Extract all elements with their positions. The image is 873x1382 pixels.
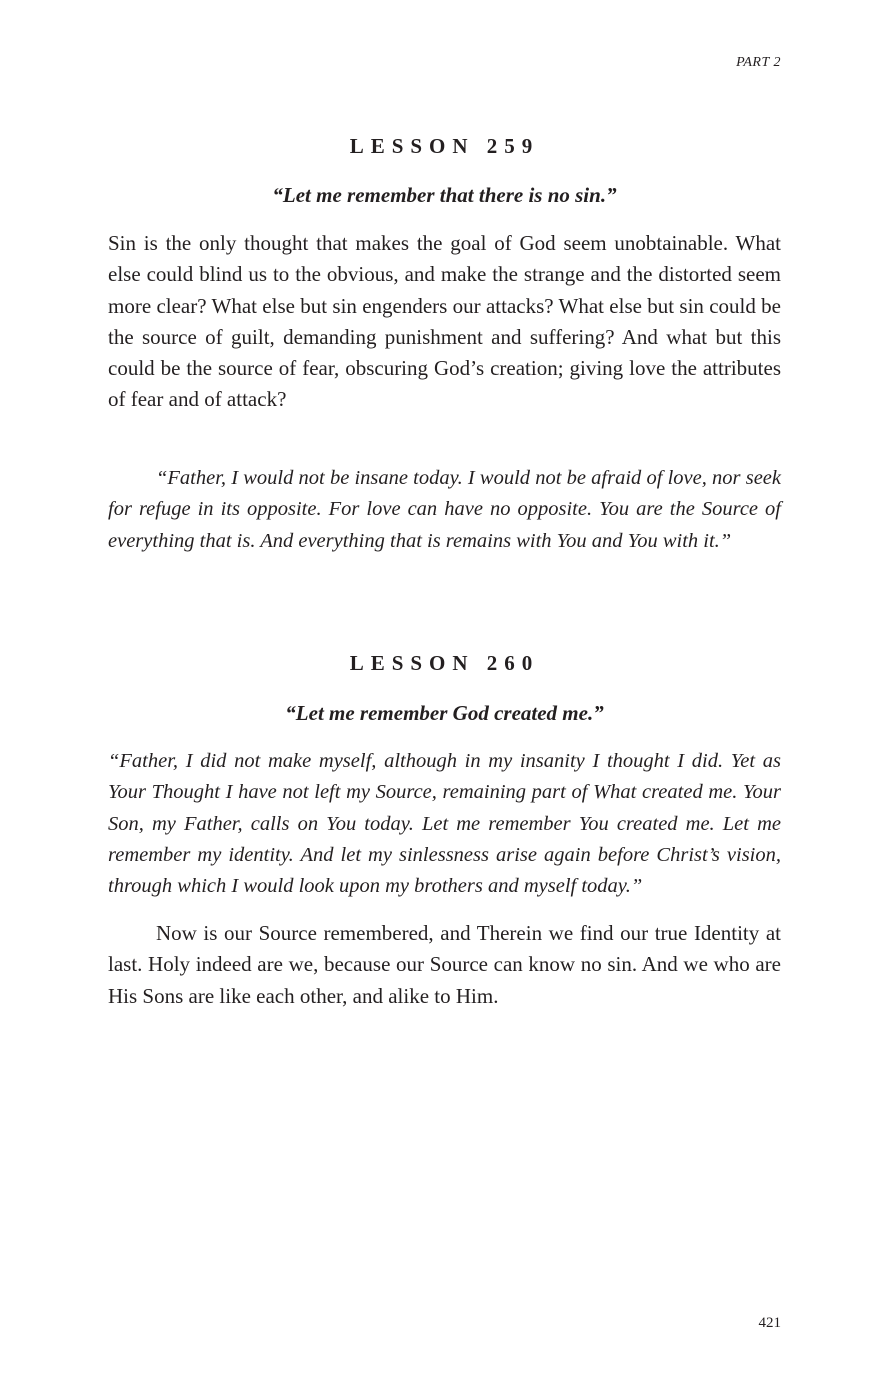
lesson-260-paragraph: Now is our Source remembered, and Therein we find our true Identity at last. Holy indeed are we, because our Source can know no sin. And we who are His Sons are like each other, and alike to Him. (108, 921, 781, 1008)
lesson-259-prayer: “Father, I would not be insane today. I would not be afraid of love, nor seek for refuge in its opposite. For love can have no opposite. You are the Source of everything that is. And everything that is remains with You and You with it.” (108, 467, 781, 552)
lesson-259-title: “Let me remember that there is no sin.” (272, 183, 617, 207)
lesson-259-paragraph: Sin is the only thought that makes the goal of God seem unobtainable. What else could blind us to the obvious, and make the strange and the distorted seem more clear? What else but sin engenders our attacks? What else but sin could be the source of guilt, demanding punishment and suffering? And what but this could be the source of fear, obscuring God’s creation; giving love the attributes of fear and of attack? (108, 231, 781, 412)
page-number: 421 (758, 1315, 781, 1331)
running-head: PART 2 (736, 55, 781, 70)
lesson-260-title: “Let me remember God created me.” (285, 701, 604, 725)
lesson-260-prayer: “Father, I did not make myself, although in my insanity I thought I did. Yet as Your Thought I have not left my Source, remaining part of What created me. Your Son, my Father, calls on You today. Let me remember You created me. Let me remember my identity. And let my sinlessness arise again before Christ’s vision, through which I would look upon my brothers and myself today.” (108, 750, 781, 898)
lesson-260-number: LESSON 260 (349, 651, 540, 675)
lesson-259-number: LESSON 259 (349, 134, 540, 158)
